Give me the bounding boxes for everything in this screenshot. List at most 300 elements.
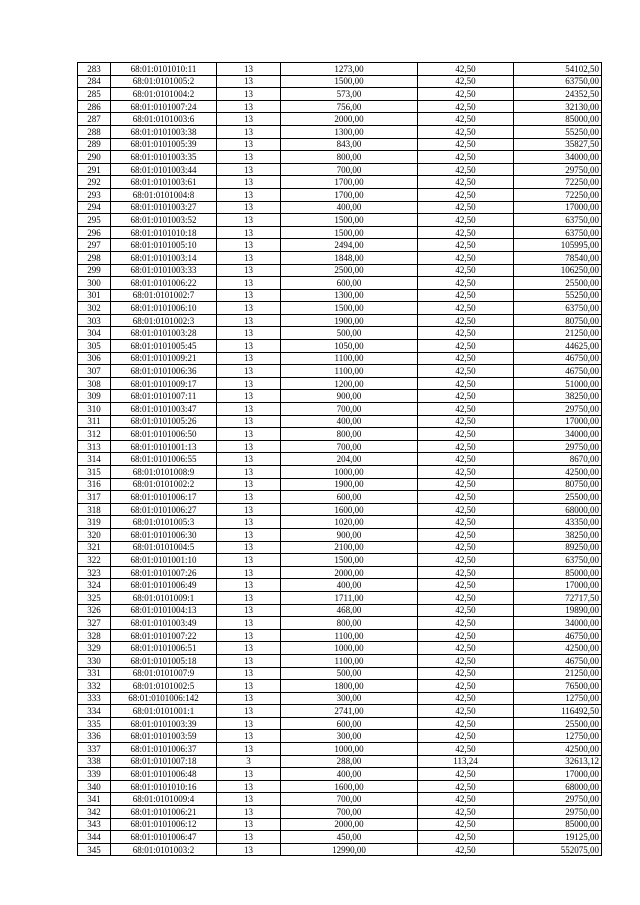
value-cell: 34000,00 (514, 617, 602, 630)
value-cell: 19890,00 (514, 604, 602, 617)
rate-cell: 42,50 (418, 793, 514, 806)
area-cell: 700,00 (281, 806, 418, 819)
value-cell: 80750,00 (514, 478, 602, 491)
rate-cell: 42,50 (418, 818, 514, 831)
cadastral-number-cell: 68:01:0101006:27 (111, 503, 217, 516)
row-number-cell: 322 (78, 554, 111, 567)
rate-cell: 42,50 (418, 554, 514, 567)
area-cell: 1100,00 (281, 365, 418, 378)
area-cell: 500,00 (281, 667, 418, 680)
cadastral-number-cell: 68:01:0101005:10 (111, 239, 217, 252)
cadastral-number-cell: 68:01:0101005:26 (111, 415, 217, 428)
value-cell: 72250,00 (514, 188, 602, 201)
cadastral-number-cell: 68:01:0101006:51 (111, 642, 217, 655)
cadastral-number-cell: 68:01:0101003:52 (111, 214, 217, 227)
category-code-cell: 13 (217, 667, 281, 680)
row-number-cell: 328 (78, 629, 111, 642)
cadastral-number-cell: 68:01:0101005:45 (111, 340, 217, 353)
cadastral-number-cell: 68:01:0101007:11 (111, 390, 217, 403)
table-row (78, 340, 602, 353)
rate-cell: 42,50 (418, 617, 514, 630)
value-cell: 21250,00 (514, 667, 602, 680)
cadastral-number-cell: 68:01:0101006:10 (111, 302, 217, 315)
category-code-cell: 13 (217, 705, 281, 718)
area-cell: 1500,00 (281, 75, 418, 88)
value-cell: 552075,00 (514, 843, 602, 856)
category-code-cell: 13 (217, 642, 281, 655)
cadastral-number-cell: 68:01:0101006:21 (111, 806, 217, 819)
table-row (78, 604, 602, 617)
category-code-cell: 13 (217, 466, 281, 479)
row-number-cell: 334 (78, 705, 111, 718)
table-row (78, 780, 602, 793)
cadastral-number-cell: 68:01:0101003:33 (111, 264, 217, 277)
rate-cell: 42,50 (418, 163, 514, 176)
cadastral-number-cell: 68:01:0101002:3 (111, 314, 217, 327)
area-cell: 1300,00 (281, 125, 418, 138)
area-cell: 1050,00 (281, 340, 418, 353)
value-cell: 85000,00 (514, 818, 602, 831)
value-cell: 51000,00 (514, 377, 602, 390)
row-number-cell: 290 (78, 151, 111, 164)
value-cell: 32130,00 (514, 100, 602, 113)
cadastral-number-cell: 68:01:0101006:30 (111, 528, 217, 541)
cadastral-number-cell: 68:01:0101003:39 (111, 717, 217, 730)
rate-cell: 42,50 (418, 277, 514, 290)
row-number-cell: 316 (78, 478, 111, 491)
rate-cell: 42,50 (418, 604, 514, 617)
row-number-cell: 309 (78, 390, 111, 403)
rate-cell: 42,50 (418, 365, 514, 378)
table-row (78, 541, 602, 554)
category-code-cell: 13 (217, 113, 281, 126)
value-cell: 34000,00 (514, 428, 602, 441)
area-cell: 1711,00 (281, 591, 418, 604)
area-cell: 1600,00 (281, 503, 418, 516)
document-page (77, 62, 601, 856)
rate-cell: 42,50 (418, 428, 514, 441)
area-cell: 700,00 (281, 163, 418, 176)
category-code-cell: 13 (217, 780, 281, 793)
category-code-cell: 13 (217, 541, 281, 554)
category-code-cell: 13 (217, 188, 281, 201)
area-cell: 800,00 (281, 617, 418, 630)
category-code-cell: 13 (217, 566, 281, 579)
table-row (78, 793, 602, 806)
row-number-cell: 311 (78, 415, 111, 428)
rate-cell: 42,50 (418, 138, 514, 151)
value-cell: 12750,00 (514, 692, 602, 705)
table-row (78, 428, 602, 441)
area-cell: 2741,00 (281, 705, 418, 718)
area-cell: 2494,00 (281, 239, 418, 252)
category-code-cell: 13 (217, 831, 281, 844)
row-number-cell: 319 (78, 516, 111, 529)
cadastral-number-cell: 68:01:0101003:2 (111, 843, 217, 856)
rate-cell: 42,50 (418, 503, 514, 516)
area-cell: 2500,00 (281, 264, 418, 277)
row-number-cell: 301 (78, 289, 111, 302)
table-row (78, 390, 602, 403)
area-cell: 288,00 (281, 755, 418, 768)
table-row (78, 327, 602, 340)
cadastral-number-cell: 68:01:0101003:6 (111, 113, 217, 126)
row-number-cell: 327 (78, 617, 111, 630)
rate-cell: 42,50 (418, 201, 514, 214)
area-cell: 300,00 (281, 692, 418, 705)
cadastral-number-cell: 68:01:0101003:61 (111, 176, 217, 189)
category-code-cell: 13 (217, 793, 281, 806)
area-cell: 900,00 (281, 390, 418, 403)
value-cell: 29750,00 (514, 793, 602, 806)
row-number-cell: 329 (78, 642, 111, 655)
value-cell: 25500,00 (514, 277, 602, 290)
rate-cell: 42,50 (418, 251, 514, 264)
table-row (78, 617, 602, 630)
value-cell: 38250,00 (514, 528, 602, 541)
table-row (78, 289, 602, 302)
row-number-cell: 317 (78, 491, 111, 504)
table-row (78, 277, 602, 290)
category-code-cell: 13 (217, 692, 281, 705)
rate-cell: 42,50 (418, 125, 514, 138)
rate-cell: 42,50 (418, 113, 514, 126)
value-cell: 85000,00 (514, 113, 602, 126)
rate-cell: 42,50 (418, 239, 514, 252)
value-cell: 38250,00 (514, 390, 602, 403)
rate-cell: 42,50 (418, 730, 514, 743)
value-cell: 35827,50 (514, 138, 602, 151)
table-row (78, 365, 602, 378)
category-code-cell: 13 (217, 239, 281, 252)
area-cell: 1000,00 (281, 466, 418, 479)
rate-cell: 42,50 (418, 176, 514, 189)
table-row (78, 491, 602, 504)
row-number-cell: 306 (78, 352, 111, 365)
table-row (78, 642, 602, 655)
cadastral-number-cell: 68:01:0101001:10 (111, 554, 217, 567)
rate-cell: 42,50 (418, 100, 514, 113)
cadastral-number-cell: 68:01:0101001:13 (111, 440, 217, 453)
table-row (78, 239, 602, 252)
area-cell: 1900,00 (281, 478, 418, 491)
row-number-cell: 308 (78, 377, 111, 390)
cadastral-number-cell: 68:01:0101008:9 (111, 466, 217, 479)
category-code-cell: 13 (217, 264, 281, 277)
value-cell: 72717,50 (514, 591, 602, 604)
rate-cell: 42,50 (418, 806, 514, 819)
value-cell: 63750,00 (514, 214, 602, 227)
area-cell: 1000,00 (281, 642, 418, 655)
rate-cell: 42,50 (418, 667, 514, 680)
value-cell: 46750,00 (514, 352, 602, 365)
table-row (78, 806, 602, 819)
table-row (78, 667, 602, 680)
row-number-cell: 294 (78, 201, 111, 214)
value-cell: 29750,00 (514, 806, 602, 819)
cadastral-number-cell: 68:01:0101004:2 (111, 88, 217, 101)
area-cell: 2000,00 (281, 566, 418, 579)
table-row (78, 403, 602, 416)
table-row (78, 818, 602, 831)
row-number-cell: 305 (78, 340, 111, 353)
category-code-cell: 13 (217, 843, 281, 856)
row-number-cell: 314 (78, 453, 111, 466)
cadastral-number-cell: 68:01:0101004:8 (111, 188, 217, 201)
row-number-cell: 321 (78, 541, 111, 554)
value-cell: 12750,00 (514, 730, 602, 743)
row-number-cell: 313 (78, 440, 111, 453)
rate-cell: 42,50 (418, 591, 514, 604)
table-row (78, 226, 602, 239)
table-row (78, 843, 602, 856)
row-number-cell: 289 (78, 138, 111, 151)
table-row (78, 516, 602, 529)
category-code-cell: 13 (217, 629, 281, 642)
row-number-cell: 284 (78, 75, 111, 88)
cadastral-number-cell: 68:01:0101003:44 (111, 163, 217, 176)
cadastral-number-cell: 68:01:0101006:17 (111, 491, 217, 504)
area-cell: 300,00 (281, 730, 418, 743)
table-row (78, 705, 602, 718)
row-number-cell: 337 (78, 743, 111, 756)
area-cell: 2000,00 (281, 818, 418, 831)
rate-cell: 42,50 (418, 680, 514, 693)
value-cell: 106250,00 (514, 264, 602, 277)
cadastral-number-cell: 68:01:0101003:28 (111, 327, 217, 340)
value-cell: 25500,00 (514, 491, 602, 504)
row-number-cell: 302 (78, 302, 111, 315)
area-cell: 400,00 (281, 415, 418, 428)
row-number-cell: 325 (78, 591, 111, 604)
cadastral-number-cell: 68:01:0101007:24 (111, 100, 217, 113)
table-row (78, 629, 602, 642)
table-row (78, 113, 602, 126)
category-code-cell: 13 (217, 717, 281, 730)
value-cell: 17000,00 (514, 201, 602, 214)
table-row (78, 352, 602, 365)
row-number-cell: 344 (78, 831, 111, 844)
rate-cell: 42,50 (418, 214, 514, 227)
row-number-cell: 283 (78, 63, 111, 76)
area-cell: 1700,00 (281, 188, 418, 201)
table-row (78, 125, 602, 138)
cadastral-number-cell: 68:01:0101009:4 (111, 793, 217, 806)
category-code-cell: 13 (217, 100, 281, 113)
table-row (78, 503, 602, 516)
value-cell: 44625,00 (514, 340, 602, 353)
category-code-cell: 13 (217, 163, 281, 176)
value-cell: 24352,50 (514, 88, 602, 101)
table-row (78, 201, 602, 214)
value-cell: 63750,00 (514, 302, 602, 315)
rate-cell: 42,50 (418, 75, 514, 88)
rate-cell: 42,50 (418, 314, 514, 327)
value-cell: 68000,00 (514, 780, 602, 793)
cadastral-number-cell: 68:01:0101007:9 (111, 667, 217, 680)
category-code-cell: 13 (217, 314, 281, 327)
row-number-cell: 335 (78, 717, 111, 730)
table-row (78, 692, 602, 705)
rate-cell: 42,50 (418, 780, 514, 793)
cadastral-number-cell: 68:01:0101004:13 (111, 604, 217, 617)
rate-cell: 42,50 (418, 327, 514, 340)
table-row (78, 302, 602, 315)
category-code-cell: 13 (217, 138, 281, 151)
category-code-cell: 13 (217, 617, 281, 630)
rate-cell: 42,50 (418, 289, 514, 302)
table-row (78, 743, 602, 756)
category-code-cell: 13 (217, 403, 281, 416)
table-body (78, 63, 602, 856)
table-row (78, 138, 602, 151)
row-number-cell: 331 (78, 667, 111, 680)
table-row (78, 188, 602, 201)
value-cell: 105995,00 (514, 239, 602, 252)
rate-cell: 42,50 (418, 390, 514, 403)
table-row (78, 251, 602, 264)
category-code-cell: 13 (217, 365, 281, 378)
value-cell: 116492,50 (514, 705, 602, 718)
area-cell: 800,00 (281, 428, 418, 441)
row-number-cell: 323 (78, 566, 111, 579)
category-code-cell: 13 (217, 201, 281, 214)
row-number-cell: 324 (78, 579, 111, 592)
value-cell: 29750,00 (514, 403, 602, 416)
rate-cell: 42,50 (418, 352, 514, 365)
table-row (78, 591, 602, 604)
area-cell: 1300,00 (281, 289, 418, 302)
table-row (78, 264, 602, 277)
value-cell: 78540,00 (514, 251, 602, 264)
category-code-cell: 13 (217, 528, 281, 541)
row-number-cell: 341 (78, 793, 111, 806)
table-row (78, 717, 602, 730)
cadastral-number-cell: 68:01:0101006:50 (111, 428, 217, 441)
rate-cell: 42,50 (418, 692, 514, 705)
row-number-cell: 287 (78, 113, 111, 126)
area-cell: 1020,00 (281, 516, 418, 529)
row-number-cell: 320 (78, 528, 111, 541)
row-number-cell: 296 (78, 226, 111, 239)
row-number-cell: 339 (78, 768, 111, 781)
rate-cell: 42,50 (418, 466, 514, 479)
table-row (78, 415, 602, 428)
value-cell: 21250,00 (514, 327, 602, 340)
value-cell: 55250,00 (514, 289, 602, 302)
area-cell: 12990,00 (281, 843, 418, 856)
row-number-cell: 297 (78, 239, 111, 252)
cadastral-value-table (77, 62, 602, 856)
rate-cell: 42,50 (418, 541, 514, 554)
category-code-cell: 13 (217, 63, 281, 76)
cadastral-number-cell: 68:01:0101002:5 (111, 680, 217, 693)
rate-cell: 42,50 (418, 440, 514, 453)
cadastral-number-cell: 68:01:0101003:38 (111, 125, 217, 138)
rate-cell: 42,50 (418, 629, 514, 642)
row-number-cell: 307 (78, 365, 111, 378)
cadastral-number-cell: 68:01:0101003:47 (111, 403, 217, 416)
cadastral-number-cell: 68:01:0101006:36 (111, 365, 217, 378)
category-code-cell: 13 (217, 554, 281, 567)
row-number-cell: 288 (78, 125, 111, 138)
value-cell: 89250,00 (514, 541, 602, 554)
cadastral-number-cell: 68:01:0101005:2 (111, 75, 217, 88)
value-cell: 76500,00 (514, 680, 602, 693)
category-code-cell: 13 (217, 680, 281, 693)
value-cell: 25500,00 (514, 717, 602, 730)
table-row (78, 151, 602, 164)
cadastral-number-cell: 68:01:0101006:142 (111, 692, 217, 705)
row-number-cell: 285 (78, 88, 111, 101)
area-cell: 1800,00 (281, 680, 418, 693)
category-code-cell: 13 (217, 516, 281, 529)
area-cell: 1500,00 (281, 226, 418, 239)
rate-cell: 42,50 (418, 151, 514, 164)
rate-cell: 42,50 (418, 579, 514, 592)
table-row (78, 554, 602, 567)
value-cell: 72250,00 (514, 176, 602, 189)
area-cell: 2000,00 (281, 113, 418, 126)
cadastral-number-cell: 68:01:0101010:18 (111, 226, 217, 239)
rate-cell: 42,50 (418, 566, 514, 579)
value-cell: 29750,00 (514, 440, 602, 453)
area-cell: 700,00 (281, 793, 418, 806)
cadastral-number-cell: 68:01:0101001:1 (111, 705, 217, 718)
row-number-cell: 310 (78, 403, 111, 416)
rate-cell: 42,50 (418, 377, 514, 390)
area-cell: 2100,00 (281, 541, 418, 554)
area-cell: 1500,00 (281, 214, 418, 227)
category-code-cell: 13 (217, 214, 281, 227)
area-cell: 843,00 (281, 138, 418, 151)
category-code-cell: 13 (217, 440, 281, 453)
rate-cell: 42,50 (418, 743, 514, 756)
value-cell: 55250,00 (514, 125, 602, 138)
row-number-cell: 315 (78, 466, 111, 479)
table-row (78, 768, 602, 781)
table-row (78, 566, 602, 579)
rate-cell: 42,50 (418, 478, 514, 491)
category-code-cell: 13 (217, 176, 281, 189)
rate-cell: 42,50 (418, 415, 514, 428)
area-cell: 468,00 (281, 604, 418, 617)
area-cell: 1900,00 (281, 314, 418, 327)
area-cell: 700,00 (281, 403, 418, 416)
area-cell: 1100,00 (281, 654, 418, 667)
category-code-cell: 13 (217, 428, 281, 441)
cadastral-number-cell: 68:01:0101003:59 (111, 730, 217, 743)
category-code-cell: 13 (217, 125, 281, 138)
rate-cell: 42,50 (418, 453, 514, 466)
row-number-cell: 300 (78, 277, 111, 290)
cadastral-number-cell: 68:01:0101010:11 (111, 63, 217, 76)
category-code-cell: 13 (217, 654, 281, 667)
row-number-cell: 295 (78, 214, 111, 227)
row-number-cell: 333 (78, 692, 111, 705)
row-number-cell: 345 (78, 843, 111, 856)
cadastral-number-cell: 68:01:0101005:3 (111, 516, 217, 529)
category-code-cell: 13 (217, 289, 281, 302)
value-cell: 46750,00 (514, 365, 602, 378)
value-cell: 17000,00 (514, 579, 602, 592)
row-number-cell: 326 (78, 604, 111, 617)
area-cell: 1200,00 (281, 377, 418, 390)
row-number-cell: 299 (78, 264, 111, 277)
area-cell: 900,00 (281, 528, 418, 541)
cadastral-number-cell: 68:01:0101003:49 (111, 617, 217, 630)
category-code-cell: 13 (217, 806, 281, 819)
